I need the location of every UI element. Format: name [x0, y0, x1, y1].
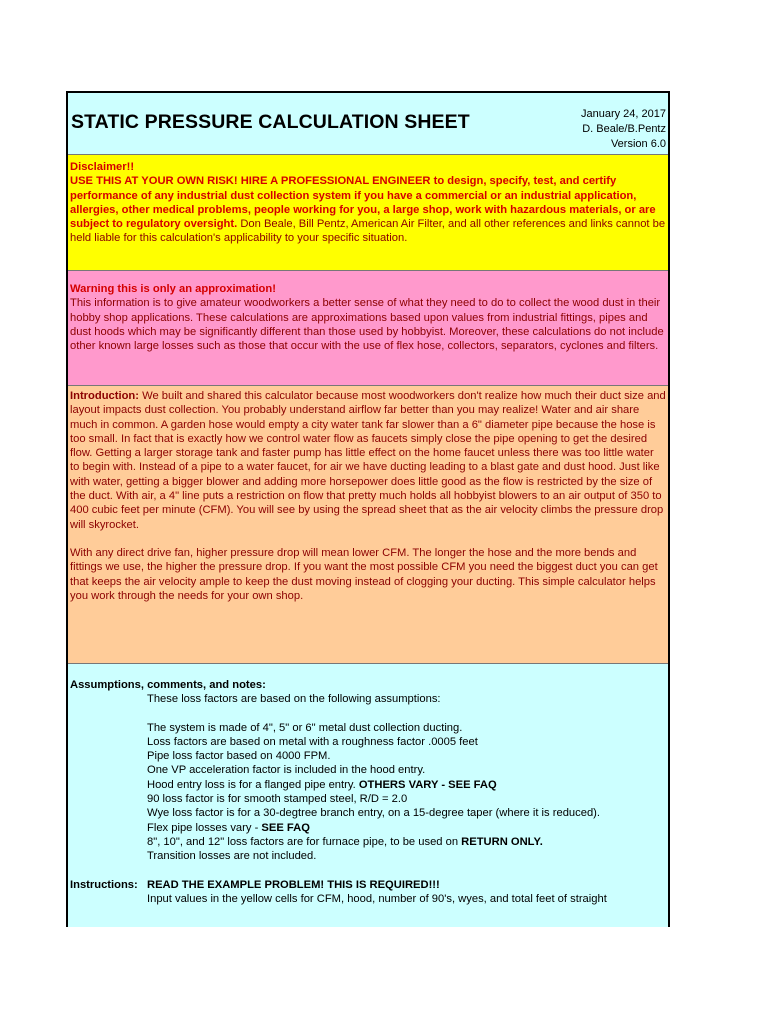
introduction-section [68, 386, 668, 664]
version-text: Version 6.0 [610, 138, 666, 150]
assumptions-heading: Assumptions, comments, and notes: [70, 679, 266, 691]
assumption-text: Hood entry loss is for a flanged pipe entry. [147, 778, 359, 791]
see-faq-note: OTHERS VARY - SEE FAQ [358, 778, 497, 791]
warning-body: This information is to give amateur woodworkers a better sense of what they need to do to collect the wood dust in their hobby shop applications. These calculations are approximations based upon values from industrial fittings, pipes and dust hoods which may be significantly different than those used by hobbyist. Moreover, these calculations do not include other known large losses such as those that occur with the use of flex hose, collectors, separators, cyclones and filters. [70, 297, 664, 353]
assumption-line: Wye loss factor is for a 30-degtree branch entry, on a 15-degree taper (where it is reduced). [147, 807, 601, 820]
introduction-para2: With any direct drive fan, higher pressure drop will mean lower CFM. The longer the hose and the more bends and fittings we use, the higher the pressure drop. If you want the most possible CFM you need the biggest duct you can get that keeps the air velocity ample to keep the dust moving instead of clogging your ducting. This simple calculator helps you work through the needs for your own shop. [70, 546, 658, 602]
assumption-line: One VP acceleration factor is included in the hood entry. [147, 764, 426, 777]
warning-section [68, 271, 668, 386]
date-text: January 24, 2017 [580, 108, 666, 120]
assumption-text: Flex pipe losses vary - [147, 821, 262, 834]
disclaimer-heading: Disclaimer!! [70, 161, 135, 173]
disclaimer-section [68, 155, 668, 271]
header-meta [581, 107, 666, 152]
assumption-line: Loss factors are based on metal with a roughness factor .0005 feet [147, 735, 478, 748]
assumptions-lead: These loss factors are based on the following assumptions: [147, 693, 441, 706]
disclaimer-emphasis: to design, specify, test, and certify performance of any industrial dust collection system if you have a commercial or an industrial application, allergies, other medical problems, people working for you, a large shop, work with hazardous materials, or are subject to regulatory oversight. [70, 175, 656, 231]
assumption-line [68, 778, 668, 792]
see-faq-note: SEE FAQ [261, 821, 310, 834]
assumption-line [68, 821, 668, 835]
introduction-para1 [68, 389, 668, 532]
return-only-note: RETURN ONLY. [461, 835, 543, 848]
page-title: STATIC PRESSURE CALCULATION SHEET [71, 111, 470, 133]
assumption-line: Pipe loss factor based on 4000 FPM. [147, 750, 331, 763]
instructions-headline: READ THE EXAMPLE PROBLEM! THIS IS REQUIRED!!! [147, 878, 440, 891]
assumption-line: 90 loss factor is for smooth stamped steel, R/D = 2.0 [147, 793, 408, 806]
assumption-line [68, 835, 668, 849]
authors-text: D. Beale/B.Pentz [582, 123, 666, 135]
assumption-line: Transition losses are not included. [147, 850, 317, 863]
assumption-line: The system is made of 4", 5" or 6" metal dust collection ducting. [147, 721, 463, 734]
introduction-label: Introduction: [70, 390, 139, 402]
header-section [68, 93, 668, 155]
assumptions-section [68, 664, 668, 927]
calculation-sheet [66, 91, 670, 927]
instructions-line: Input values in the yellow cells for CFM, hood, number of 90's, wyes, and total feet of straight [147, 892, 607, 905]
instructions-label: Instructions: [70, 878, 138, 891]
introduction-text1: We built and shared this calculator because most woodworkers don't realize how much their duct size and layout impacts dust collection. You probably understand airflow far better than you may realize! Water and air share much in common. A garden hose would empty a city water tank far slower than a 6" diameter pipe because the hose is too small. In fact that is exactly how we control water flow as faucets simply close the pipe opening to get the desired flow. Getting a larger storage tank and faster pump has little effect on the home faucet unless there was too little water to begin with. Instead of a pipe to a water faucet, for air we have ducting leading to a blast gate and dust hood. Just like with water, getting a bigger blower and adding more horsepower does little good as the flow is restricted by the size of the duct. With air, a 4" line puts a restriction on flow that pretty much holds all hobbyist blowers to an air output of 350 to 400 cubic feet per minute (CFM). You will see by using the spread sheet that as the air velocity climbs the pressure drop will skyrocket. [70, 390, 666, 531]
disclaimer-body: Don Beale, Bill Pentz, American Air Filter, and all other references and links cannot be held liable for this calculation's applicability to your specific situation. [70, 218, 666, 245]
disclaimer-text [68, 174, 668, 245]
warning-heading: Warning this is only an approximation! [70, 283, 276, 295]
instructions-block [68, 878, 668, 907]
assumption-text: 8", 10", and 12" loss factors are for furnace pipe, to be used on [147, 835, 462, 848]
disclaimer-intro: USE THIS AT YOUR OWN RISK! HIRE A PROFESSIONAL ENGINEER [70, 175, 431, 188]
